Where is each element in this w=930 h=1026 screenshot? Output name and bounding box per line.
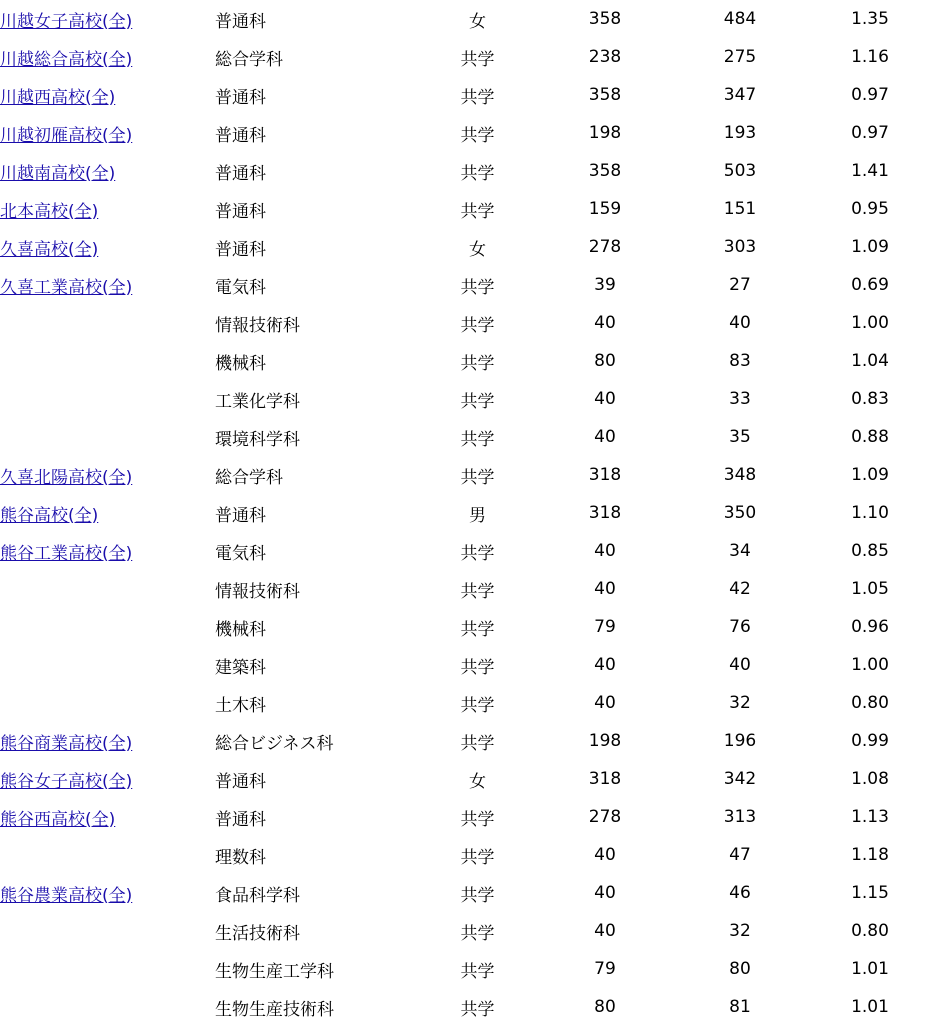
- applicants-cell: 40: [729, 655, 751, 675]
- ratio-cell: 0.97: [851, 123, 889, 143]
- course-name-cell: [215, 532, 415, 570]
- course-name-cell: [215, 570, 415, 608]
- course-name-cell: [215, 760, 415, 798]
- school-name-cell: [0, 342, 215, 380]
- course-name-text: 普通科: [215, 163, 266, 184]
- gender-cell: 共学: [460, 315, 495, 336]
- capacity-cell: 40: [594, 313, 616, 333]
- school-link[interactable]: 川越初雁高校(全): [0, 125, 133, 146]
- course-name-text: 生物生産工学科: [215, 961, 334, 982]
- capacity-cell: 40: [594, 845, 616, 865]
- applicants-cell: 40: [729, 313, 751, 333]
- gender-cell: 共学: [460, 125, 495, 146]
- table-row: [0, 114, 930, 152]
- ratio-cell: 0.80: [851, 693, 889, 713]
- applicants-cell: 32: [729, 921, 751, 941]
- ratio-cell: 0.85: [851, 541, 889, 561]
- gender-cell: 女: [469, 771, 486, 792]
- table-row: [0, 38, 930, 76]
- course-name-text: 工業化学科: [215, 391, 300, 412]
- course-name-text: 普通科: [215, 87, 266, 108]
- course-name-cell: [215, 798, 415, 836]
- course-name-text: 機械科: [215, 353, 266, 374]
- gender-cell: 男: [469, 505, 486, 526]
- applicants-cell: 27: [729, 275, 751, 295]
- school-name-cell: [0, 266, 215, 304]
- school-name-cell: [0, 570, 215, 608]
- capacity-cell: 198: [588, 123, 622, 143]
- applicants-cell: 46: [729, 883, 751, 903]
- capacity-cell: 318: [588, 769, 622, 789]
- gender-cell: 共学: [460, 695, 495, 716]
- course-name-text: 普通科: [215, 125, 266, 146]
- applicants-cell: 83: [729, 351, 751, 371]
- course-name-text: 普通科: [215, 505, 266, 526]
- ratio-cell: 1.00: [851, 313, 889, 333]
- applicants-cell: 342: [723, 769, 757, 789]
- capacity-cell: 40: [594, 921, 616, 941]
- ratio-cell: 0.80: [851, 921, 889, 941]
- course-name-cell: [215, 342, 415, 380]
- capacity-cell: 40: [594, 541, 616, 561]
- course-name-cell: [215, 912, 415, 950]
- applicants-cell: 347: [723, 85, 757, 105]
- ratio-cell: 1.04: [851, 351, 889, 371]
- ratio-cell: 1.13: [851, 807, 889, 827]
- applicants-cell: 34: [729, 541, 751, 561]
- ratio-cell: 1.41: [851, 161, 889, 181]
- gender-cell: 共学: [460, 999, 495, 1020]
- school-name-cell: [0, 532, 215, 570]
- applicants-cell: 76: [729, 617, 751, 637]
- gender-cell: 共学: [460, 581, 495, 602]
- gender-cell: 共学: [460, 163, 495, 184]
- school-name-cell: [0, 494, 215, 532]
- applicants-cell: 350: [723, 503, 757, 523]
- school-name-cell: [0, 0, 215, 38]
- gender-cell: 共学: [460, 429, 495, 450]
- table-row: [0, 874, 930, 912]
- gender-cell: 共学: [460, 885, 495, 906]
- table-row: [0, 570, 930, 608]
- course-name-cell: [215, 456, 415, 494]
- course-name-text: 普通科: [215, 771, 266, 792]
- school-name-cell: [0, 76, 215, 114]
- capacity-cell: 80: [594, 351, 616, 371]
- applicants-cell: 503: [723, 161, 757, 181]
- school-name-cell: [0, 152, 215, 190]
- ratio-cell: 1.35: [851, 9, 889, 29]
- school-link[interactable]: 熊谷女子高校(全): [0, 771, 133, 792]
- applicants-cell: 33: [729, 389, 751, 409]
- gender-cell: 女: [469, 239, 486, 260]
- capacity-cell: 40: [594, 427, 616, 447]
- course-name-text: 普通科: [215, 11, 266, 32]
- table-row: [0, 152, 930, 190]
- gender-cell: 共学: [460, 543, 495, 564]
- school-link[interactable]: 久喜工業高校(全): [0, 277, 133, 298]
- ratio-cell: 1.05: [851, 579, 889, 599]
- course-name-text: 電気科: [215, 543, 266, 564]
- table-row: [0, 988, 930, 1026]
- gender-cell: 共学: [460, 391, 495, 412]
- gender-cell: 共学: [460, 809, 495, 830]
- school-name-cell: [0, 798, 215, 836]
- capacity-cell: 80: [594, 997, 616, 1017]
- school-name-cell: [0, 760, 215, 798]
- course-name-cell: [215, 38, 415, 76]
- table-row: [0, 684, 930, 722]
- school-link[interactable]: 熊谷西高校(全): [0, 809, 116, 830]
- course-name-cell: [215, 380, 415, 418]
- capacity-cell: 40: [594, 579, 616, 599]
- school-name-cell: [0, 646, 215, 684]
- capacity-cell: 40: [594, 883, 616, 903]
- table-row: [0, 228, 930, 266]
- capacity-cell: 358: [588, 85, 622, 105]
- school-name-cell: [0, 190, 215, 228]
- ratio-cell: 0.69: [851, 275, 889, 295]
- ratio-cell: 0.99: [851, 731, 889, 751]
- applicants-cell: 42: [729, 579, 751, 599]
- course-name-cell: [215, 494, 415, 532]
- ratio-cell: 1.09: [851, 237, 889, 257]
- gender-cell: 共学: [460, 961, 495, 982]
- table-row: [0, 76, 930, 114]
- ratio-cell: 1.16: [851, 47, 889, 67]
- ratio-cell: 0.95: [851, 199, 889, 219]
- school-link[interactable]: 熊谷商業高校(全): [0, 733, 133, 754]
- capacity-cell: 40: [594, 693, 616, 713]
- course-name-cell: [215, 152, 415, 190]
- capacity-cell: 198: [588, 731, 622, 751]
- ratio-cell: 1.01: [851, 959, 889, 979]
- course-name-text: 食品科学科: [215, 885, 300, 906]
- school-name-cell: [0, 608, 215, 646]
- school-link[interactable]: 川越総合高校(全): [0, 49, 133, 70]
- school-name-cell: [0, 988, 215, 1026]
- gender-cell: 共学: [460, 467, 495, 488]
- course-name-text: 情報技術科: [215, 315, 300, 336]
- table-row: [0, 380, 930, 418]
- capacity-cell: 318: [588, 503, 622, 523]
- gender-cell: 共学: [460, 87, 495, 108]
- table-row: [0, 190, 930, 228]
- applicants-cell: 80: [729, 959, 751, 979]
- gender-cell: 共学: [460, 619, 495, 640]
- school-name-cell: [0, 684, 215, 722]
- applicants-cell: 275: [723, 47, 757, 67]
- course-name-cell: [215, 76, 415, 114]
- course-name-text: 総合学科: [215, 467, 283, 488]
- gender-cell: 共学: [460, 201, 495, 222]
- table-row: [0, 836, 930, 874]
- course-name-cell: [215, 874, 415, 912]
- course-name-cell: [215, 190, 415, 228]
- school-link[interactable]: 久喜北陽高校(全): [0, 467, 133, 488]
- course-name-cell: [215, 722, 415, 760]
- gender-cell: 女: [469, 11, 486, 32]
- table-row: [0, 798, 930, 836]
- course-name-cell: [215, 646, 415, 684]
- capacity-cell: 358: [588, 161, 622, 181]
- course-name-text: 生物生産技術科: [215, 999, 334, 1020]
- applicants-cell: 193: [723, 123, 757, 143]
- applicants-cell: 32: [729, 693, 751, 713]
- gender-cell: 共学: [460, 49, 495, 70]
- applicants-cell: 35: [729, 427, 751, 447]
- table-row: [0, 494, 930, 532]
- course-name-text: 機械科: [215, 619, 266, 640]
- table-row: [0, 722, 930, 760]
- school-link[interactable]: 川越南高校(全): [0, 163, 116, 184]
- school-link[interactable]: 熊谷工業高校(全): [0, 543, 133, 564]
- school-name-cell: [0, 836, 215, 874]
- school-name-cell: [0, 380, 215, 418]
- ratio-cell: 1.15: [851, 883, 889, 903]
- school-link[interactable]: 熊谷高校(全): [0, 505, 99, 526]
- capacity-cell: 79: [594, 617, 616, 637]
- capacity-cell: 358: [588, 9, 622, 29]
- school-name-cell: [0, 418, 215, 456]
- applicants-cell: 151: [723, 199, 757, 219]
- applicants-cell: 348: [723, 465, 757, 485]
- ratio-cell: 1.10: [851, 503, 889, 523]
- school-name-cell: [0, 304, 215, 342]
- gender-cell: 共学: [460, 657, 495, 678]
- school-link[interactable]: 熊谷農業高校(全): [0, 885, 133, 906]
- table-row: [0, 266, 930, 304]
- school-name-cell: [0, 874, 215, 912]
- gender-cell: 共学: [460, 847, 495, 868]
- table-row: [0, 342, 930, 380]
- capacity-cell: 40: [594, 389, 616, 409]
- applicants-cell: 47: [729, 845, 751, 865]
- gender-cell: 共学: [460, 353, 495, 374]
- course-name-text: 土木科: [215, 695, 266, 716]
- school-name-cell: [0, 950, 215, 988]
- gender-cell: 共学: [460, 733, 495, 754]
- school-name-cell: [0, 38, 215, 76]
- school-name-cell: [0, 228, 215, 266]
- course-name-cell: [215, 266, 415, 304]
- ratio-cell: 0.96: [851, 617, 889, 637]
- applicants-cell: 196: [723, 731, 757, 751]
- capacity-cell: 318: [588, 465, 622, 485]
- capacity-cell: 159: [588, 199, 622, 219]
- capacity-cell: 39: [594, 275, 616, 295]
- course-name-text: 生活技術科: [215, 923, 300, 944]
- course-name-cell: [215, 950, 415, 988]
- course-name-text: 普通科: [215, 239, 266, 260]
- course-name-cell: [215, 228, 415, 266]
- course-name-cell: [215, 836, 415, 874]
- ratio-cell: 1.01: [851, 997, 889, 1017]
- school-name-cell: [0, 912, 215, 950]
- applicants-cell: 484: [723, 9, 757, 29]
- table-row: [0, 418, 930, 456]
- capacity-cell: 79: [594, 959, 616, 979]
- course-name-cell: [215, 418, 415, 456]
- ratio-cell: 0.88: [851, 427, 889, 447]
- gender-cell: 共学: [460, 923, 495, 944]
- table-row: [0, 950, 930, 988]
- gender-cell: 共学: [460, 277, 495, 298]
- course-name-cell: [215, 684, 415, 722]
- school-name-cell: [0, 114, 215, 152]
- ratio-cell: 1.00: [851, 655, 889, 675]
- course-name-cell: [215, 114, 415, 152]
- ratio-cell: 0.97: [851, 85, 889, 105]
- course-name-cell: [215, 608, 415, 646]
- ratio-cell: 0.83: [851, 389, 889, 409]
- capacity-cell: 278: [588, 237, 622, 257]
- ratio-cell: 1.18: [851, 845, 889, 865]
- course-name-text: 情報技術科: [215, 581, 300, 602]
- course-name-text: 総合学科: [215, 49, 283, 70]
- course-name-cell: [215, 304, 415, 342]
- school-name-cell: [0, 456, 215, 494]
- capacity-cell: 278: [588, 807, 622, 827]
- course-name-text: 普通科: [215, 809, 266, 830]
- ratio-cell: 1.09: [851, 465, 889, 485]
- table-row: [0, 646, 930, 684]
- table-row: [0, 608, 930, 646]
- school-link[interactable]: 久喜高校(全): [0, 239, 99, 260]
- table-row: [0, 304, 930, 342]
- course-name-text: 電気科: [215, 277, 266, 298]
- school-name-cell: [0, 722, 215, 760]
- course-name-cell: [215, 0, 415, 38]
- course-name-text: 建築科: [215, 657, 266, 678]
- course-name-text: 環境科学科: [215, 429, 300, 450]
- applicants-cell: 313: [723, 807, 757, 827]
- course-name-cell: [215, 988, 415, 1026]
- table-row: [0, 532, 930, 570]
- course-name-text: 理数科: [215, 847, 266, 868]
- table-row: [0, 456, 930, 494]
- school-link[interactable]: 川越女子高校(全): [0, 11, 133, 32]
- school-link[interactable]: 川越西高校(全): [0, 87, 116, 108]
- course-name-text: 総合ビジネス科: [215, 733, 334, 754]
- ratio-cell: 1.08: [851, 769, 889, 789]
- table-row: [0, 912, 930, 950]
- applicants-cell: 303: [723, 237, 757, 257]
- school-link[interactable]: 北本高校(全): [0, 201, 99, 222]
- table-row: [0, 760, 930, 798]
- table-row: [0, 0, 930, 38]
- capacity-cell: 238: [588, 47, 622, 67]
- applicants-cell: 81: [729, 997, 751, 1017]
- capacity-cell: 40: [594, 655, 616, 675]
- course-name-text: 普通科: [215, 201, 266, 222]
